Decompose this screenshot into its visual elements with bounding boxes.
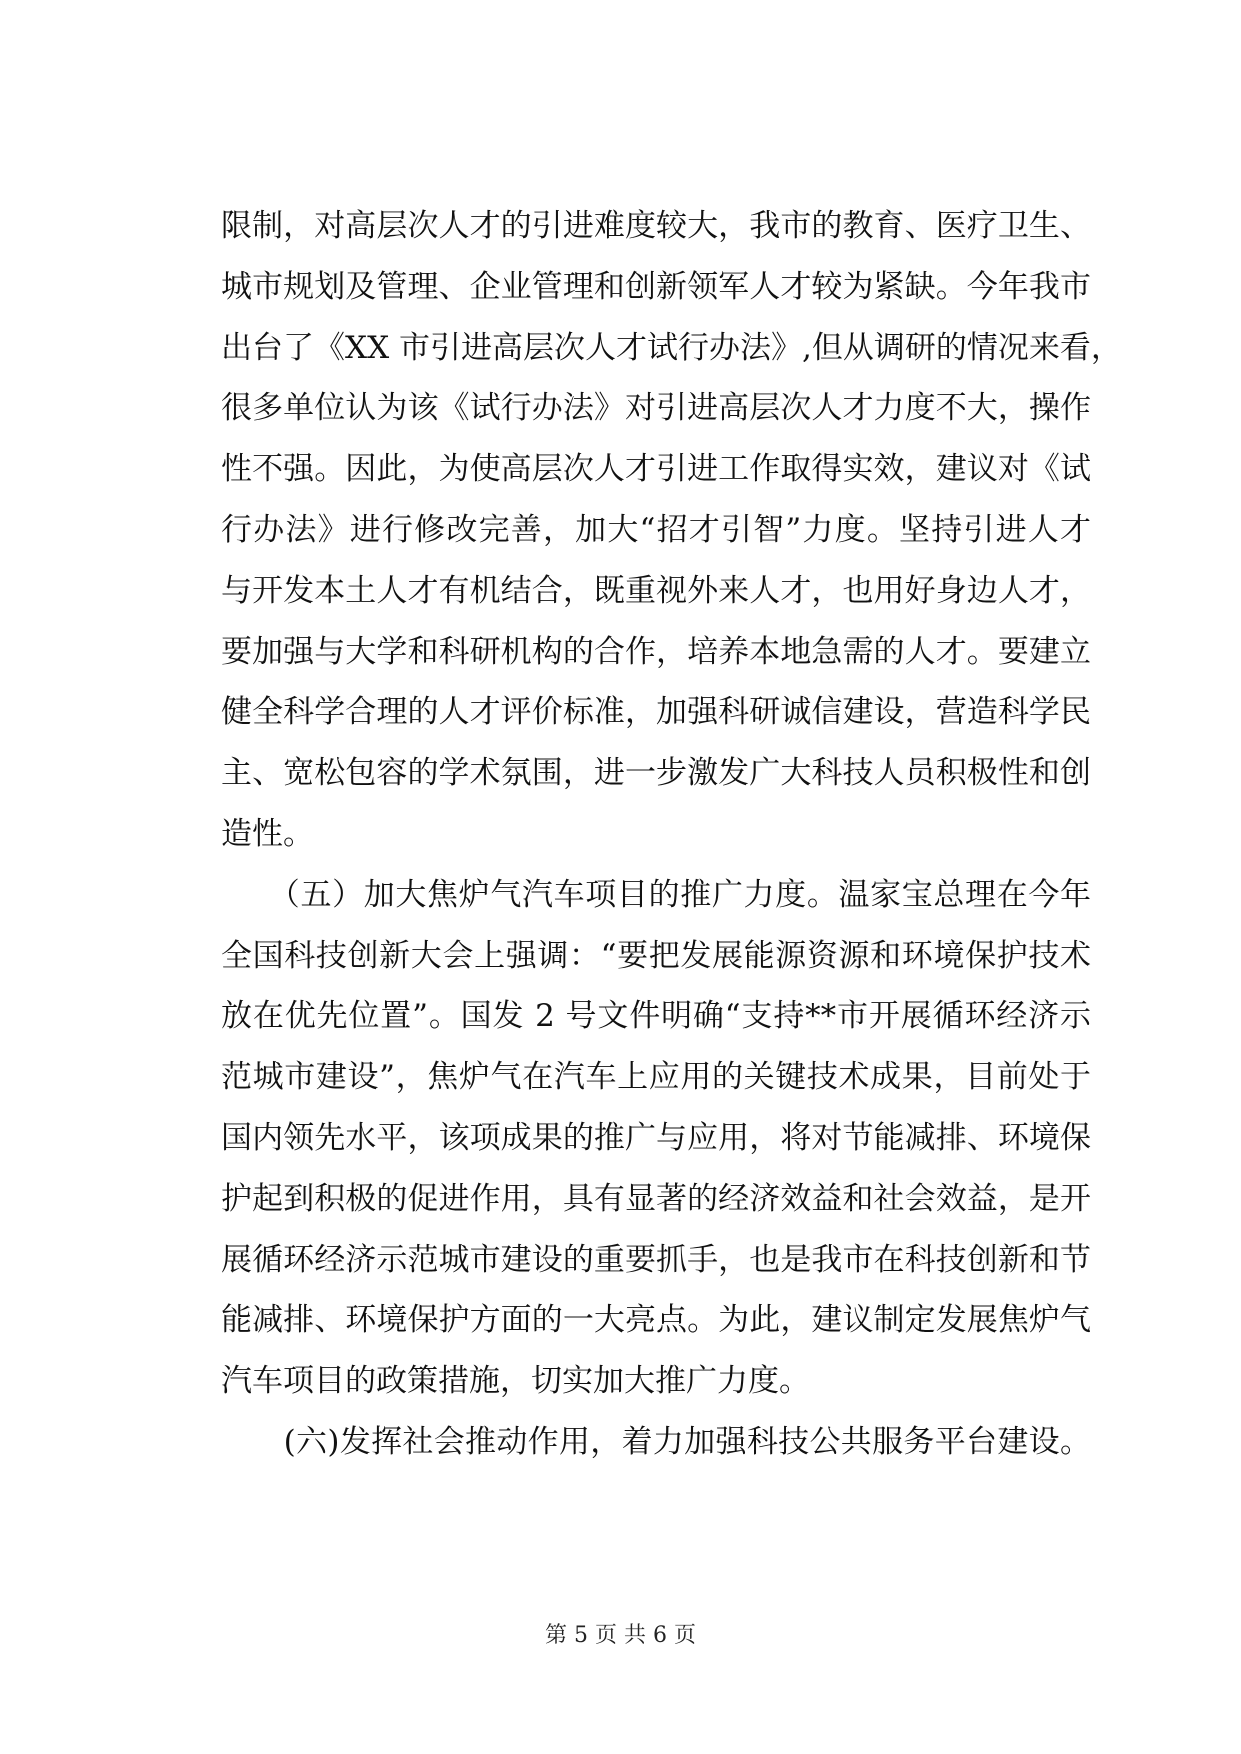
text-line: 汽车项目的政策措施，切实加大推广力度。	[221, 1363, 810, 1400]
text-line: 护起到积极的促进作用，具有显著的经济效益和社会效益，是开	[221, 1180, 1091, 1217]
paragraph-talent	[221, 196, 1122, 865]
page-number-label: 第 5 页 共 6 页	[545, 1623, 696, 1648]
paragraph-public-service-platform	[221, 1412, 1091, 1473]
text-line: 与开发本土人才有机结合，既重视外来人才，也用好身边人才，	[221, 572, 1091, 609]
text-line: 能减排、环境保护方面的一大亮点。为此，建议制定发展焦炉气	[221, 1302, 1091, 1339]
text-line: 性不强。因此，为使高层次人才引进工作取得实效，建议对《试	[221, 451, 1091, 488]
document-body	[221, 196, 1122, 1473]
text-line: 很多单位认为该《试行办法》对引进高层次人才力度不大，操作	[221, 390, 1091, 427]
text-line: 范城市建设”，焦炉气在汽车上应用的关键技术成果，目前处于	[221, 1059, 1091, 1096]
text-line: 放在优先位置”。国发 2 号文件明确“支持**市开展循环经济示	[221, 998, 1091, 1035]
text-line: 全国科技创新大会上强调：“要把发展能源资源和环境保护技术	[221, 937, 1091, 974]
text-line: 出台了《XX 市引进高层次人才试行办法》,但从调研的情况来看，	[221, 329, 1122, 366]
text-line: 限制，对高层次人才的引进难度较大，我市的教育、医疗卫生、	[221, 208, 1091, 244]
text-line: (六)发挥社会推动作用，着力加强科技公共服务平台建设。	[221, 1423, 1091, 1460]
text-line: 造性。	[221, 815, 314, 852]
text-line: （五）加大焦炉气汽车项目的推广力度。温家宝总理在今年	[221, 876, 1091, 913]
text-line: 展循环经济示范城市建设的重要抓手，也是我市在科技创新和节	[221, 1241, 1091, 1278]
text-line: 国内领先水平，该项成果的推广与应用，将对节能减排、环境保	[221, 1119, 1091, 1156]
text-line: 主、宽松包容的学术氛围，进一步激发广大科技人员积极性和创	[221, 755, 1091, 792]
text-line: 要加强与大学和科研机构的合作，培养本地急需的人才。要建立	[221, 633, 1091, 670]
paragraph-coke-gas-vehicle	[221, 865, 1091, 1412]
page-footer	[0, 1621, 1241, 1651]
text-line: 健全科学合理的人才评价标准，加强科研诚信建设，营造科学民	[221, 694, 1091, 731]
text-line: 行办法》进行修改完善，加大“招才引智”力度。坚持引进人才	[221, 511, 1091, 548]
text-line: 城市规划及管理、企业管理和创新领军人才较为紧缺。今年我市	[221, 268, 1091, 305]
